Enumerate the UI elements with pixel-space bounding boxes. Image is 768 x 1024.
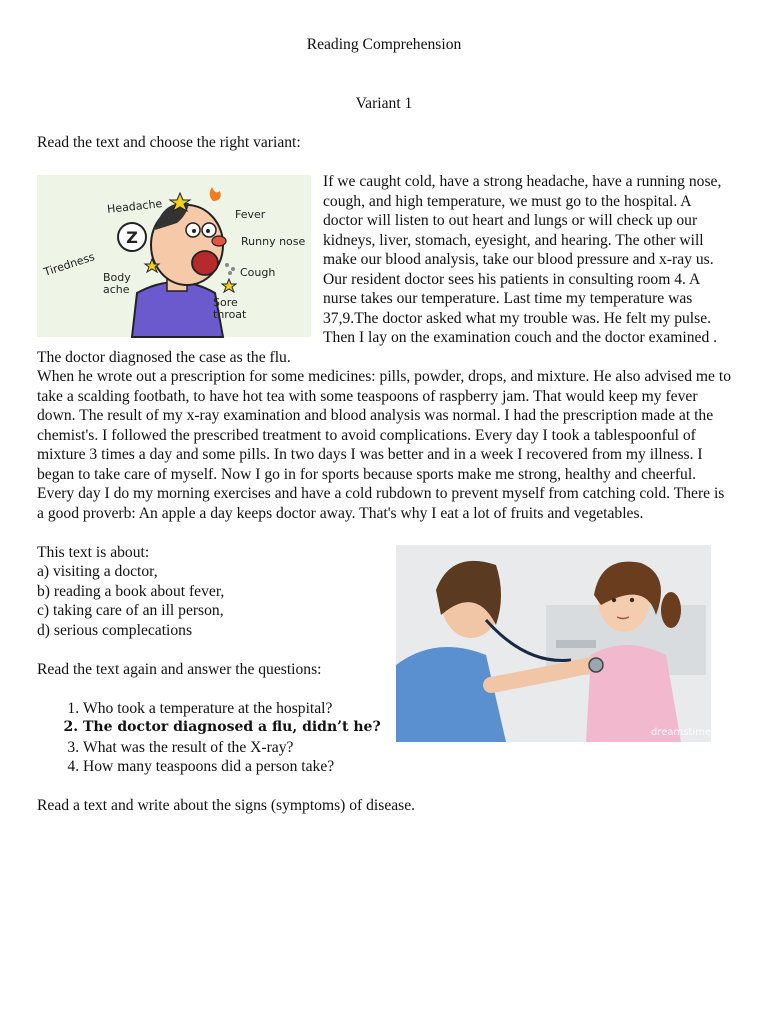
doctor-child-drawing [396,545,736,742]
question-1: 1. Who took a temperature at the hospital? [83,699,731,719]
label-fever: Fever [235,208,266,221]
passage-paragraph-2: Our resident doctor sees his patients in consulting room 4. A nurse takes our temperature. Last time my temperature was 37,9.The doctor asked what my trouble was. He felt my pulse. Then I lay on the examination couch and the doctor examined . The doctor diagnosed the case as the flu. [37,270,718,366]
label-body-ache: Body ache [103,271,131,296]
quiz-option-b: b) reading a book about fever, [37,582,225,600]
symptoms-illustration [37,175,311,337]
instruction-answer-questions: Read the text again and answer the questions: [37,660,322,678]
question-2: 2. The doctor diagnosed a flu, didn’t he? [83,718,731,738]
quiz-option-c: c) taking care of an ill person, [37,602,224,619]
label-headache: Headache [106,197,163,216]
quiz-stem: This text is about: [37,543,150,561]
label-sore-throat: Sore throat [213,296,247,321]
question-3: 3. What was the result of the X-ray? [83,738,731,758]
label-tiredness: Tiredness [42,250,97,279]
page-title: Reading Comprehension [306,36,462,53]
question-4: 4. How many teaspoons did a person take? [83,757,731,777]
svg-text:Z: Z [126,228,138,247]
quiz-option-a: a) visiting a doctor, [37,563,158,580]
passage-paragraph-3: When he wrote out a prescription for some medicines: pills, powder, drops, and mixture. He also advised me to take a scalding footbath, to have hot tea with some teaspoons of raspberry jam. That would keep my fever down. The result of my x-ray examination and blood analysis was normal. I had the prescription made at the chemist's. I followed the prescribed treatment to avoid complications. Every day I took a tablespoonful of mixture 3 times a day and some pills. In two days I was better and in a week I recovered from my illness. I began to take care of myself. Now I go in for sports because sports make me strong, healthy and cheerful. Every day I do my morning exercises and have a cold rubdown to prevent myself from catching cold. There is a good proverb: An apple a day keeps doctor away. That's why I eat a lot of fruits and vegetables. [37,368,731,522]
passage-paragraph-1: If we caught cold, have a strong headache, have a running nose, cough, and high temperature, we must go to the hospital. A doctor will listen to out heart and lungs or will check up our kidneys, liver, stomach, eyesight, and hearing. The other will make our blood analysis, take our blood pressure and x-ray us. [323,173,722,268]
main-text [37,172,736,816]
variant-heading: Variant 1 [355,95,413,112]
instruction-write-symptoms: Read a text and write about the signs (symptoms) of disease. [37,797,416,814]
label-runny-nose: Runny nose [241,235,306,248]
instruction-choose-variant: Read the text and choose the right variant: [37,134,301,151]
label-cough: Cough [240,266,276,279]
watermark-text: dreamstime.com [651,726,736,738]
quiz-option-d: d) serious complecations [37,621,193,639]
doctor-examining-child-photo [396,545,736,742]
